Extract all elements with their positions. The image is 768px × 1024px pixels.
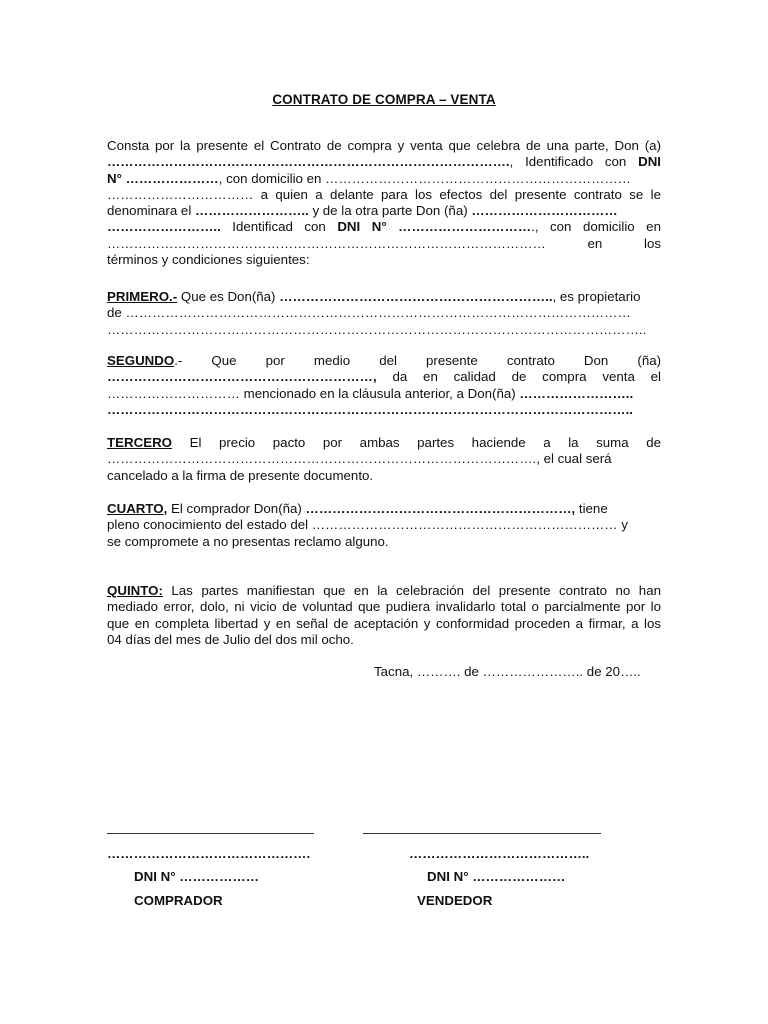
cuarto-text-end: tiene [575, 501, 608, 516]
cuarto-line-2: pleno conocimiento del estado del …………………………………………………………… y [107, 517, 628, 533]
dni-number-blank: ………………… [121, 170, 219, 186]
seller-dni-blank: ………………………… [398, 219, 532, 235]
word-los: los [644, 235, 661, 251]
clause-tercero [107, 435, 661, 484]
intro-line-3 [107, 171, 661, 187]
seller-name-dots: ………………………………….. [409, 846, 590, 861]
sale-name-blank: ……………………………………………………, [107, 369, 377, 385]
tercero-line-2: ……………………………………………………………………………………., el cual será [107, 451, 612, 467]
segundo-line-1 [107, 353, 661, 369]
denominated-text: denominara el [107, 203, 195, 219]
primero-line-2: de …………………………………………………………………………………………………… [107, 305, 631, 321]
intro-line-6 [107, 219, 661, 235]
buyer-name-dots: ………………………………………. [107, 846, 311, 861]
primero-line-3: ………………………………………………………………………………………………………….. [107, 321, 647, 337]
quinto-text-1: Las partes manifiestan que en la celebración del presente contrato no han [162, 583, 661, 598]
seller-domicile-text: ., con domicilio en [531, 219, 661, 235]
recipient-name-blank: …………………….. [519, 385, 634, 401]
contract-title: CONTRATO DE COMPRA – VENTA [272, 92, 496, 107]
mentioned-text: ………………………… mencionado en la cláusula anterior, a Don(ña) [107, 385, 520, 401]
seller-name-blank-cont: …………………….. [107, 219, 233, 235]
segundo-word: Don [583, 353, 609, 368]
buyer-role: COMPRADOR [134, 893, 223, 908]
buyer-name-blank-2: ……………………………………………………, [305, 501, 576, 516]
segundo-word: del [379, 353, 397, 368]
segundo-word: Que [211, 353, 237, 368]
primero-label: PRIMERO.- [107, 289, 178, 304]
quinto-line-1 [107, 583, 661, 599]
identified-text: , Identificado con [509, 154, 639, 170]
denomination-blank: …………………….. [194, 203, 313, 219]
segundo-word: contrato [506, 353, 555, 368]
clause-quinto [107, 583, 661, 648]
segundo-word: .- [174, 353, 183, 368]
segundo-word: medio [313, 353, 351, 368]
identified-with-text: Identificad con [232, 219, 338, 235]
segundo-line-4: ……………………………………………………………………………………………………….. [107, 401, 633, 417]
cuarto-line-1 [107, 501, 661, 517]
cuarto-label: CUARTO, [107, 501, 168, 516]
seller-signature-line [363, 833, 601, 834]
other-party-text: y de la otra parte Don (ña) [312, 203, 472, 219]
segundo-word: (ña) [637, 353, 661, 368]
intro-line-7 [107, 236, 661, 252]
quinto-label: QUINTO: [107, 583, 163, 598]
primero-text: Que es Don(ña) [177, 289, 280, 304]
domicile-text: , con domicilio en …………………………………………………………… [218, 170, 631, 186]
tercero-line-1 [107, 435, 661, 451]
cuarto-text: El comprador Don(ña) [167, 501, 306, 516]
intro-line-4: …………………………… a quien a delante para los efectos del presente contrato se le [107, 186, 661, 202]
quinto-line-2: mediado error, dolo, ni vicio de voluntad que pudiera invalidarlo total o parcialmente por lo [107, 599, 661, 615]
clause-segundo [107, 353, 661, 418]
intro-line-1: Consta por la presente el Contrato de compra y venta que celebra de una parte, Don (a) [107, 138, 661, 153]
intro-line-5 [107, 203, 661, 219]
segundo-word: presente [426, 353, 478, 368]
clause-primero [107, 289, 661, 338]
word-en: en [587, 235, 603, 251]
seller-role: VENDEDOR [417, 893, 493, 908]
segundo-line-3 [107, 386, 661, 402]
clause-cuarto [107, 501, 661, 550]
tercero-line-3: cancelado a la firma de presente documento. [107, 467, 374, 483]
owner-text: , es propietario [552, 289, 641, 304]
buyer-signature-line [107, 833, 314, 834]
buyer-name-blank: ………………………………………………………………………………. [107, 154, 510, 170]
seller-dni: DNI N° ………………… [427, 869, 566, 884]
tercero-label: TERCERO [107, 435, 173, 450]
quinto-line-3: que en completa libertad y en señal de aceptación y conformidad proceden a firmar, a los [107, 615, 661, 631]
dni-label: DNI [638, 154, 661, 170]
segundo-label: SEGUNDO [107, 353, 175, 368]
segundo-word: por [265, 353, 285, 368]
primero-line-1 [107, 289, 661, 305]
owner-name-blank: …………………………………………………….. [279, 289, 553, 304]
seller-dni-label: DNI N° [337, 219, 399, 235]
intro-paragraph [107, 138, 661, 268]
seller-domicile-blank: ……………………………………………………………………………………… [107, 235, 546, 251]
buyer-dni: DNI N° ……………… [134, 869, 259, 884]
quinto-line-4: 04 días del mes de Julio del dos mil ocho. [107, 631, 354, 647]
place-date: Tacna, ………. de ………………….. de 20….. [374, 664, 641, 679]
sale-text: da en calidad de compra venta el [392, 369, 661, 385]
cuarto-line-3: se compromete a no presentas reclamo alguno. [107, 533, 389, 549]
dni-number-label: N° [107, 170, 122, 186]
seller-name-blank: …………………………… [471, 203, 618, 219]
segundo-line-2 [107, 369, 661, 385]
intro-line-2 [107, 154, 661, 170]
intro-line-8: términos y condiciones siguientes: [107, 252, 310, 268]
tercero-text: El precio pacto por ambas partes haciende a la suma de [189, 435, 661, 450]
